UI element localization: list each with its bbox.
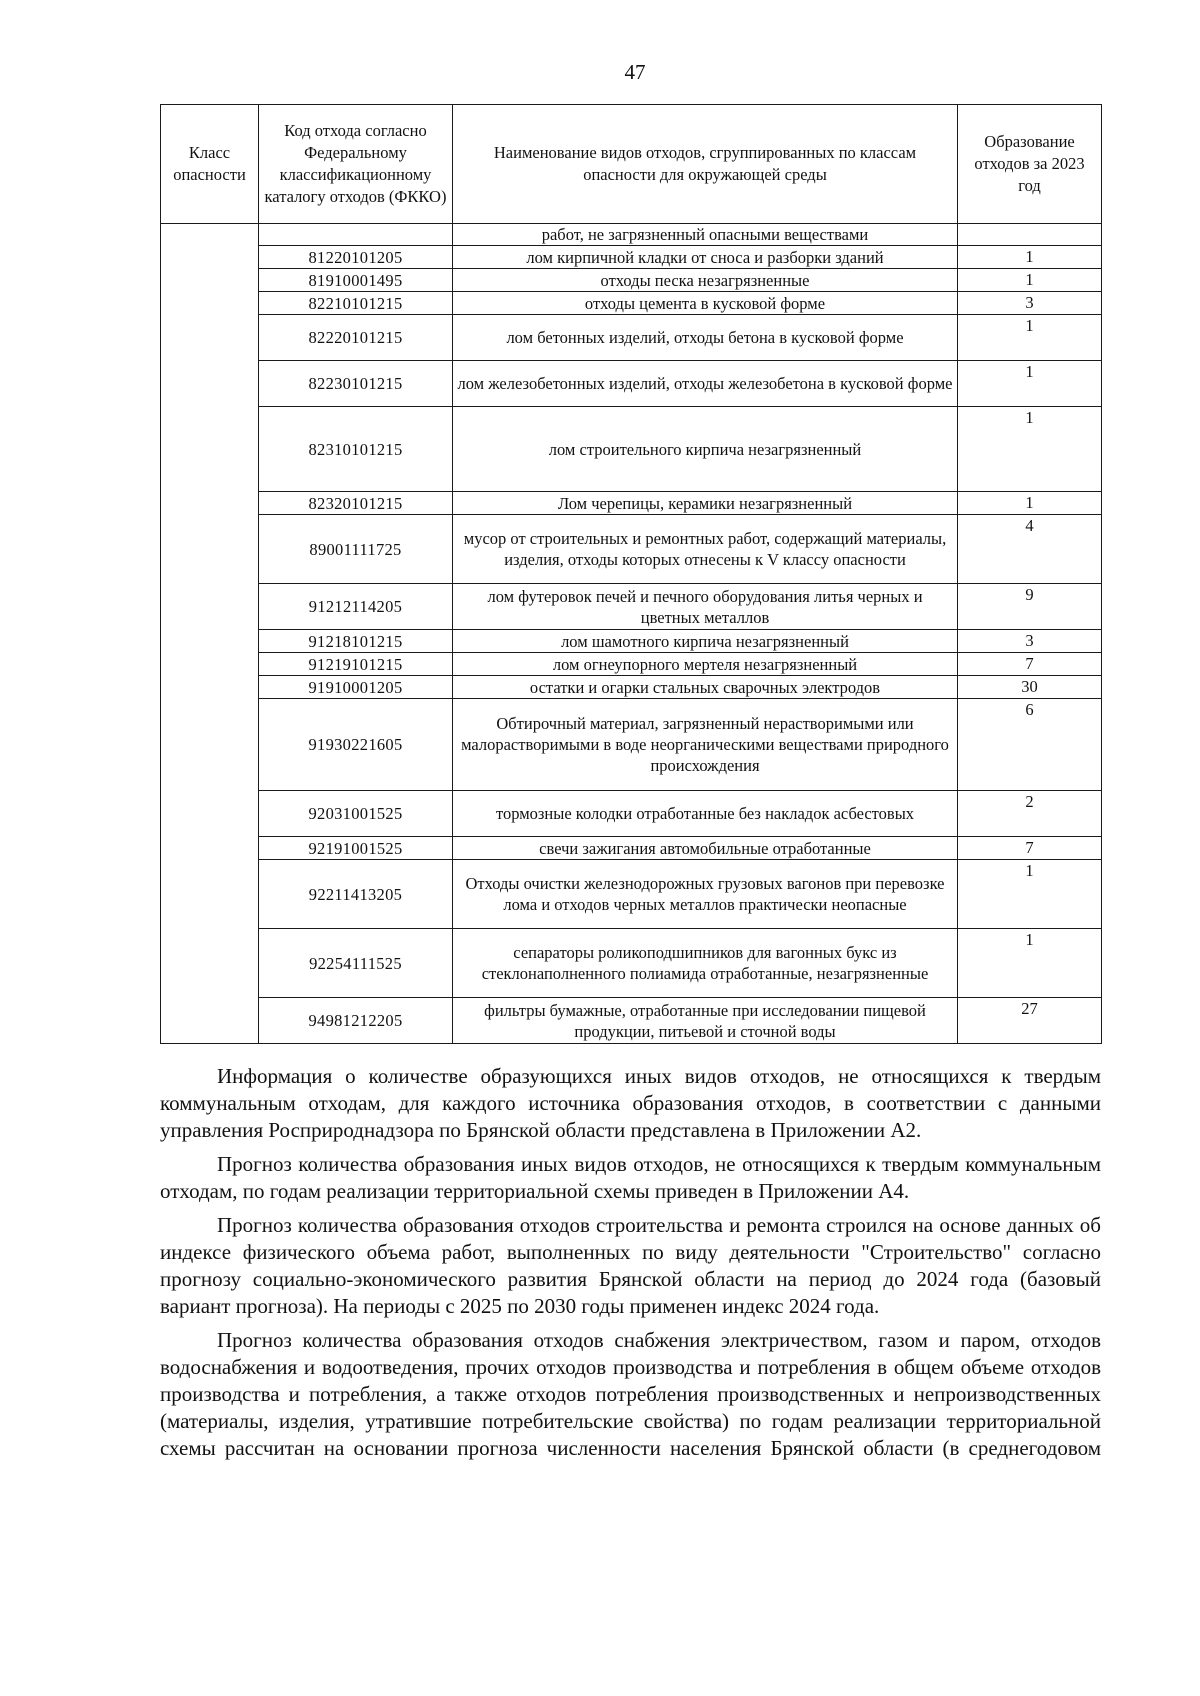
waste-name-cell: свечи зажигания автомобильные отработанные — [453, 837, 958, 860]
waste-name-cell: лом железобетонных изделий, отходы железобетона в кусковой форме — [453, 361, 958, 407]
waste-name-cell: Лом черепицы, керамики незагрязненный — [453, 492, 958, 515]
header-waste-code: Код отхода согласно Федеральному классификационному каталогу отходов (ФККО) — [259, 105, 453, 224]
waste-name-cell: тормозные колодки отработанные без накладок асбестовых — [453, 791, 958, 837]
paragraph: Прогноз количества образования отходов строительства и ремонта строился на основе данных об индексе физического объема работ, выполненных по виду деятельности "Строительство" согласно прогнозу социально-экономического развития Брянской области на период до 2024 года (базовый вариант прогноза). На периоды с 2025 по 2030 годы применен индекс 2024 года. — [160, 1213, 1101, 1318]
waste-name-cell: Обтирочный материал, загрязненный нерастворимыми или малорастворимыми в воде неорганическими веществами природного происхождения — [453, 699, 958, 791]
waste-amount-cell: 1 — [958, 315, 1102, 361]
table-row — [161, 315, 1102, 361]
waste-amount-cell: 1 — [958, 407, 1102, 492]
waste-name-cell: лом огнеупорного мертеля незагрязненный — [453, 653, 958, 676]
waste-name-cell: отходы цемента в кусковой форме — [453, 292, 958, 315]
waste-amount-cell: 3 — [958, 630, 1102, 653]
table-row — [161, 653, 1102, 676]
waste-name-cell: лом футеровок печей и печного оборудования литья черных и цветных металлов — [453, 584, 958, 630]
waste-code-cell: 91930221605 — [259, 699, 453, 791]
waste-name-cell: лом кирпичной кладки от сноса и разборки зданий — [453, 246, 958, 269]
paragraph: Прогноз количества образования иных видов отходов, не относящихся к твердым коммунальным отходам, по годам реализации территориальной схемы приведен в Приложении А4. — [160, 1152, 1101, 1203]
table-row — [161, 246, 1102, 269]
paragraph: Информация о количестве образующихся иных видов отходов, не относящихся к твердым коммунальным отходам, для каждого источника образования отходов, в соответствии с данными управления Росприроднадзора по Брянской области представлена в Приложении А2. — [160, 1064, 1101, 1142]
table-row — [161, 837, 1102, 860]
waste-code-cell: 81910001495 — [259, 269, 453, 292]
waste-amount-cell: 2 — [958, 791, 1102, 837]
waste-code-cell: 92211413205 — [259, 860, 453, 929]
table-row — [161, 515, 1102, 584]
waste-code-cell: 82320101215 — [259, 492, 453, 515]
table-row — [161, 584, 1102, 630]
waste-name-cell: сепараторы роликоподшипников для вагонных букс из стеклонаполненного полиамида отработанные, незагрязненные — [453, 929, 958, 998]
waste-name-cell: лом шамотного кирпича незагрязненный — [453, 630, 958, 653]
table-row — [161, 860, 1102, 929]
paragraph: Прогноз количества образования отходов снабжения электричеством, газом и паром, отходов водоснабжения и водоотведения, прочих отходов производства и потребления в общем объеме отходов производства и потребления, а также отходов потребления производственных и непроизводственных (материалы, изделия, утратившие потребительские свойства) по годам реализации территориальной схемы рассчитан на основании прогноза численности населения Брянской области (в среднегодовом — [160, 1328, 1101, 1460]
waste-amount-cell: 1 — [958, 492, 1102, 515]
table-header-row — [161, 105, 1102, 224]
waste-code-cell: 91219101215 — [259, 653, 453, 676]
waste-amount-cell: 1 — [958, 860, 1102, 929]
waste-name-cell: лом бетонных изделий, отходы бетона в кусковой форме — [453, 315, 958, 361]
waste-name-cell: мусор от строительных и ремонтных работ, содержащий материалы, изделия, отходы которых отнесены к V классу опасности — [453, 515, 958, 584]
waste-amount-cell: 1 — [958, 929, 1102, 998]
waste-amount-cell: 9 — [958, 584, 1102, 630]
table-row — [161, 407, 1102, 492]
waste-code-cell: 91212114205 — [259, 584, 453, 630]
table-row — [161, 630, 1102, 653]
waste-table — [160, 104, 1102, 1044]
page-number: 47 — [624, 60, 646, 84]
waste-name-cell: работ, не загрязненный опасными веществами — [453, 224, 958, 246]
hazard-class-cell — [161, 224, 259, 1044]
waste-amount-cell: 4 — [958, 515, 1102, 584]
waste-code-cell: 92031001525 — [259, 791, 453, 837]
waste-code-cell: 94981212205 — [259, 998, 453, 1044]
table-row — [161, 269, 1102, 292]
waste-code-cell — [259, 224, 453, 246]
waste-amount-cell: 27 — [958, 998, 1102, 1044]
waste-code-cell: 91218101215 — [259, 630, 453, 653]
waste-amount-cell: 7 — [958, 837, 1102, 860]
header-waste-amount: Образование отходов за 2023 год — [958, 105, 1102, 224]
table-row — [161, 361, 1102, 407]
waste-amount-cell: 1 — [958, 246, 1102, 269]
waste-code-cell: 82210101215 — [259, 292, 453, 315]
table-row — [161, 492, 1102, 515]
waste-name-cell: Отходы очистки железнодорожных грузовых вагонов при перевозке лома и отходов черных металлов практически неопасные — [453, 860, 958, 929]
table-row — [161, 791, 1102, 837]
waste-code-cell: 82230101215 — [259, 361, 453, 407]
waste-amount-cell: 1 — [958, 361, 1102, 407]
waste-code-cell: 82310101215 — [259, 407, 453, 492]
body-text — [160, 1063, 1101, 1469]
waste-code-cell: 92254111525 — [259, 929, 453, 998]
table-row — [161, 676, 1102, 699]
waste-amount-cell: 6 — [958, 699, 1102, 791]
waste-name-cell: фильтры бумажные, отработанные при исследовании пищевой продукции, питьевой и сточной воды — [453, 998, 958, 1044]
waste-amount-cell — [958, 224, 1102, 246]
waste-amount-cell: 7 — [958, 653, 1102, 676]
waste-code-cell: 89001111725 — [259, 515, 453, 584]
waste-amount-cell: 3 — [958, 292, 1102, 315]
table-row — [161, 292, 1102, 315]
table-row — [161, 699, 1102, 791]
waste-code-cell: 81220101205 — [259, 246, 453, 269]
table-row — [161, 224, 1102, 246]
waste-name-cell: отходы песка незагрязненные — [453, 269, 958, 292]
waste-name-cell: остатки и огарки стальных сварочных электродов — [453, 676, 958, 699]
waste-code-cell: 82220101215 — [259, 315, 453, 361]
waste-code-cell: 92191001525 — [259, 837, 453, 860]
table-row — [161, 929, 1102, 998]
header-hazard-class: Класс опасности — [161, 105, 259, 224]
waste-amount-cell: 30 — [958, 676, 1102, 699]
table-row — [161, 998, 1102, 1044]
waste-name-cell: лом строительного кирпича незагрязненный — [453, 407, 958, 492]
header-waste-name: Наименование видов отходов, сгруппированных по классам опасности для окружающей среды — [453, 105, 958, 224]
waste-code-cell: 91910001205 — [259, 676, 453, 699]
waste-amount-cell: 1 — [958, 269, 1102, 292]
